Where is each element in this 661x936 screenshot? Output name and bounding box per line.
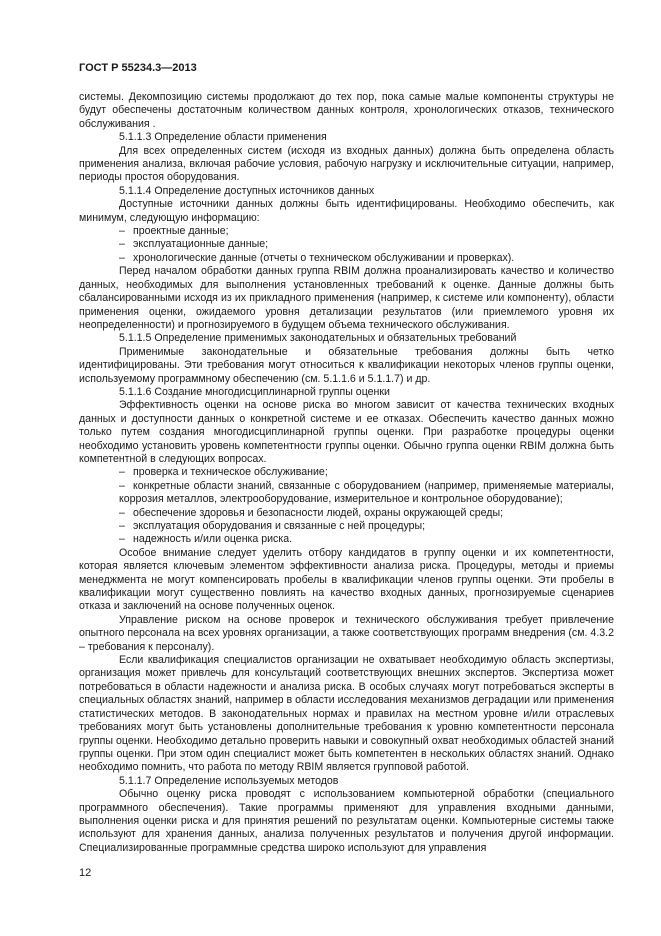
list-item: [79, 520, 614, 533]
paragraph: Особое внимание следует уделить отбору кандидатов в группу оценки и их компетентности, которая является ключевым элементом эффективности анализа риска. Процедуры, методы и приемы менеджмента не могут компенсировать пробелы в квалификации членов группы оценки. Эти пробелы в квалификации могут существенно повлиять на качество входных данных, прогнозируемые сценариев отказа и заключений на основе полученных оценок.: [79, 546, 614, 613]
list-dash: –: [119, 238, 125, 251]
section-heading: 5.1.1.7 Определение используемых методов: [119, 774, 339, 787]
section-heading: 5.1.1.6 Создание многодисциплинарной группы оценки: [119, 385, 390, 398]
list-item: [79, 238, 614, 251]
list-item: [79, 480, 614, 507]
list-item-text: эксплуатационные данные;: [133, 238, 269, 251]
paragraph: Применимые законодательные и обязательные требования должны быть четко идентифицированы. Эти требования могут относиться к квалификации некоторых членов группы оценки, используемому программному обеспечению (см. 5.1.1.6 и 5.1.1.7) и др.: [79, 345, 614, 385]
paragraph: Эффективность оценки на основе риска во многом зависит от качества технических входных данных и доступности данных о конкретной системе и ее отказах. Обеспечить качество данных можно только путем создания многодисциплинарной группы оценки. При разработке процедуры оценки необходимо установить уровень компетентности группы оценки. Обычно группа оценки RBIM должна быть компетентной в следующих вопросах.: [79, 399, 614, 465]
paragraph: Для всех определенных систем (исходя из входных данных) должна быть определена область применения анализа, включая рабочие условия, рабочую нагрузку и исключительные ситуации, например, периоды простоя оборудования.: [79, 144, 614, 184]
list-item: [79, 533, 614, 546]
list-item-text: обеспечение здоровья и безопасности людей, охраны окружающей среды;: [133, 506, 504, 519]
list-item: [79, 225, 614, 238]
paragraph: Доступные источники данных должны быть идентифицированы. Необходимо обеспечить, как минимум, следующую информацию:: [79, 198, 614, 224]
list-dash: –: [119, 520, 125, 532]
list-dash: –: [119, 251, 125, 264]
list-item-text: проектные данные;: [133, 225, 229, 238]
paragraph: системы. Декомпозицию системы продолжают до тех пор, пока самые малые компоненты структуры не будут обеспечены достаточным количеством данных контроля, хронологических отказов, технического обслуживания .: [79, 91, 614, 130]
section-heading: 5.1.1.4 Определение доступных источников данных: [119, 184, 375, 197]
page-header: ГОСТ Р 55234.3—2013: [79, 62, 197, 74]
list-dash: –: [119, 479, 125, 492]
list-item: [79, 252, 614, 265]
list-item-text: эксплуатация оборудования и связанные с ней процедуры;: [133, 520, 426, 532]
list-item-text: хронологические данные (отчеты о техническом обслуживании и проверках).: [133, 251, 515, 264]
paragraph: Обычно оценку риска проводят с использованием компьютерной обработки (специального программного обеспечения). Такие программы применяют для управления входными данными, выполнения оценки риска и для принятия решений по результатам оценки. Компьютерные системы также используют для хранения данных, анализа полученных результатов и получения другой информации. Специализированные программные средства широко используют для управления: [79, 788, 614, 854]
list-item-text: надежность и/или оценка риска.: [133, 533, 293, 546]
section-heading: 5.1.1.3 Определение области применения: [119, 131, 327, 144]
list-dash: –: [119, 466, 125, 479]
list-dash: –: [119, 225, 125, 238]
list-dash: –: [119, 506, 125, 519]
list-dash: –: [119, 533, 125, 546]
list-item: [79, 507, 614, 520]
list-item-text: конкретные области знаний, связанные с оборудованием (например, применяемые материалы, коррозия металлов, электрооборудование, измерительное и контрольное оборудование);: [119, 479, 614, 506]
paragraph: Перед началом обработки данных группа RBIM должна проанализировать качество и количество данных, необходимых для выполнения установленных требований к оценке. Данные должны быть сбалансированными исходя из их прикладного применения (например, к системе или компоненту), области применения оценки, ожидаемого уровня детализации результатов (или приемлемого уровня их неопределенности) и прогнозируемого в будущем объема технического обслуживания.: [79, 265, 614, 331]
list-item: [79, 466, 614, 479]
paragraph: Если квалификация специалистов организации не охватывает необходимую область экспертизы, организация может привлечь для консультаций соответствующих внешних экспертов. Экспертиза может потребоваться в области надежности и анализа риска. В особых случаях могут потребоваться эксперты в специальных областях знаний, например в области исследования механизмов деградации или применения статистических методов. В законодательных нормах и правилах на местном уровне и/или отраслевых требованиях могут быть установлены дополнительные требования к уровню компетентности персонала группы оценки. Необходимо детально проверить навыки и совокупный охват необходимых областей знаний группы оценки. При этом один специалист может быть компетентен в нескольких областях знаний. Однако необходимо помнить, что работа по методу RBIM является групповой работой.: [79, 654, 614, 774]
list-item-text: проверка и техническое обслуживание;: [133, 466, 328, 479]
page-number: 12: [79, 867, 92, 879]
paragraph: Управление риском на основе проверок и технического обслуживания требует привлечение опытного персонала на всех уровнях организации, а также соответствующих программ внедрения (см. 4.3.2 – требования к персоналу).: [79, 613, 614, 653]
section-heading: 5.1.1.5 Определение применимых законодательных и обязательных требований: [119, 332, 517, 345]
document-body: [79, 91, 614, 855]
